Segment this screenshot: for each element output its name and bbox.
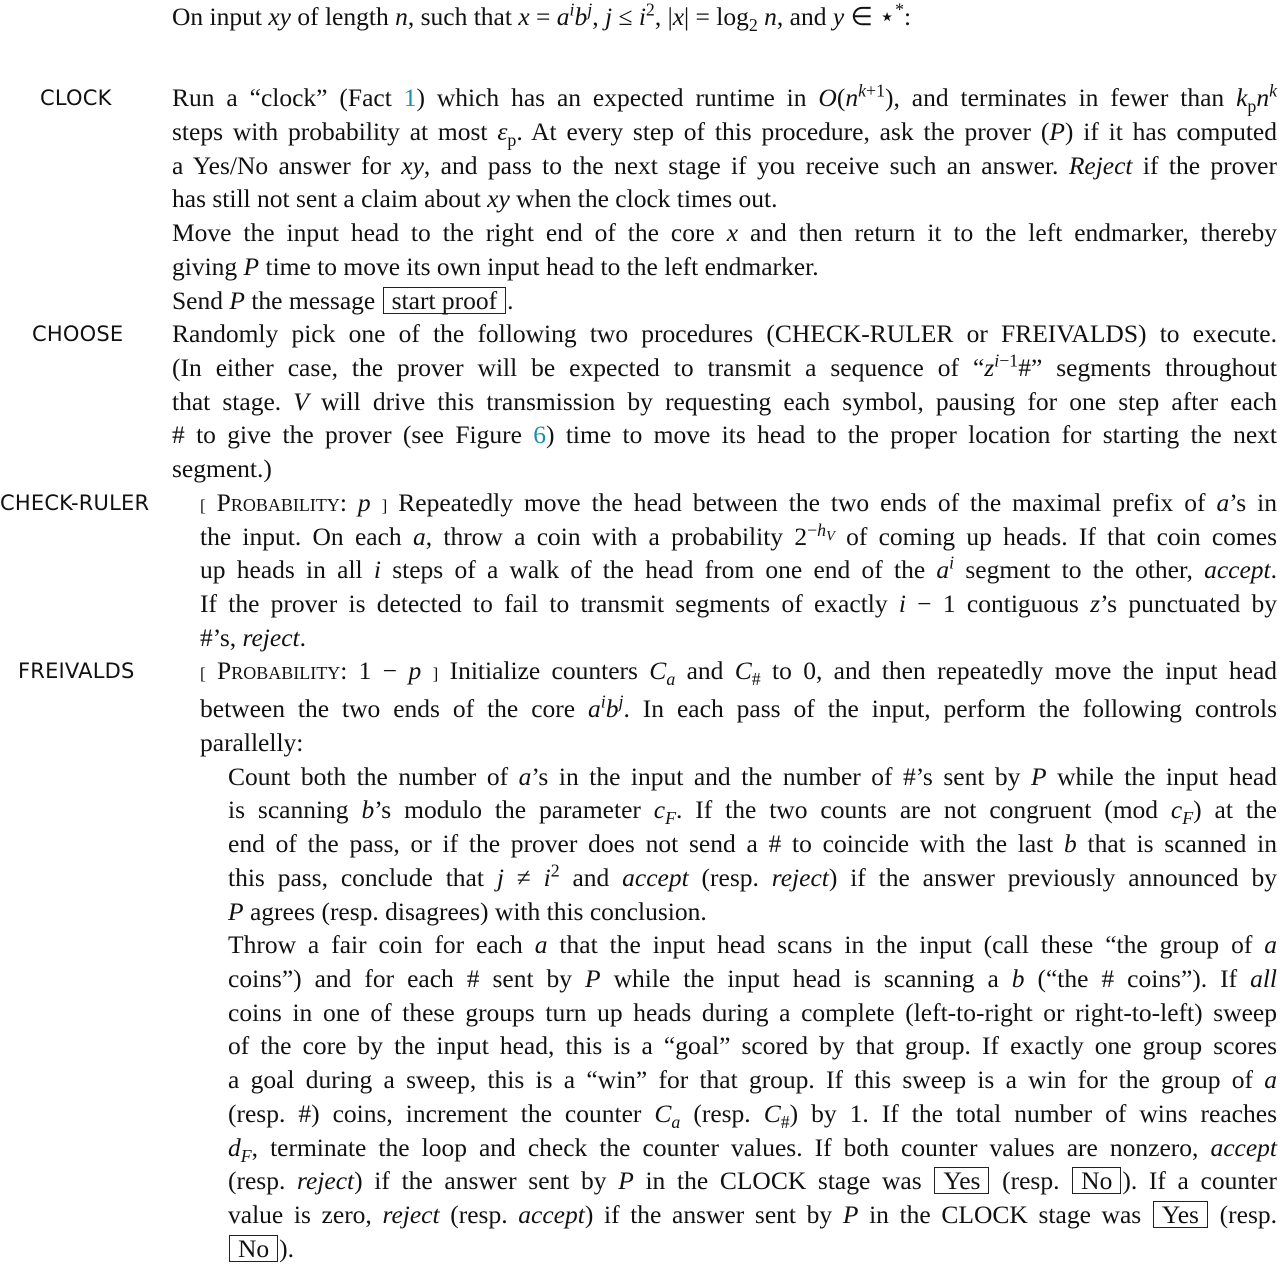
fact-link[interactable]: 1 xyxy=(403,83,417,112)
control2-line-7: $d_F$, terminate the loop and check the counter values. If both counter values are nonzero, accept xyxy=(228,1133,1277,1167)
answer-yes-token: Yes xyxy=(1153,1201,1208,1228)
control2-line-5: a goal during a sweep, this is a “win” for that group. If this sweep is a win for the group of a xyxy=(228,1065,1277,1094)
clock-line-7: Send P the message start proof . xyxy=(172,286,514,315)
control2-line-3: coins in one of these groups turn up heads during a complete (left-to-right or right-to-left) sweep xyxy=(228,998,1277,1027)
answer-no-token: No xyxy=(1072,1167,1121,1194)
figure-link[interactable]: 6 xyxy=(533,420,546,449)
control1-line-2: is scanning b’s modulo the parameter $c_F$. If the two counts are not congruent (mod $c_F$) at the xyxy=(228,795,1277,829)
check-ruler-line-4: If the prover is detected to fail to transmit segments of exactly i − 1 contiguous z’s punctuated by xyxy=(200,589,1277,618)
control1-line-5: P agrees (resp. disagrees) with this conclusion. xyxy=(228,897,707,926)
control2-line-8: (resp. reject) if the answer sent by P in the CLOCK stage was Yes (resp. No ). If a counter xyxy=(228,1166,1277,1195)
check-ruler-line-3: up heads in all i steps of a walk of the head from one end of the $a^i$ segment to the other, accept. xyxy=(200,552,1278,584)
probability-tag: Probability: xyxy=(216,488,347,517)
check-ruler-line-5: #’s, reject. xyxy=(200,623,306,652)
choose-line-4: # to give the prover (see Figure 6) time to move its head to the proper location for starting the next xyxy=(172,420,1277,449)
control1-line-1: Count both the number of a’s in the input and the number of #’s sent by P while the input head xyxy=(228,762,1278,791)
stage-label-check-ruler: CHECK-RULER xyxy=(0,491,150,515)
check-ruler-line-1: [ Probability: p ] Repeatedly move the head between the two ends of the maximal prefix of a’s in xyxy=(200,488,1278,517)
answer-no-token: No xyxy=(229,1235,278,1262)
control1-line-4: this pass, conclude that $j \ne i^2$ and accept (resp. reject) if the answer previously announced by xyxy=(228,860,1277,892)
choose-line-1: Randomly pick one of the following two procedures (CHECK-RULER or FREIVALDS) to execute. xyxy=(172,319,1277,348)
choose-line-3: that stage. V will drive this transmission by requesting each symbol, pausing for one step after each xyxy=(172,387,1277,416)
clock-line-6: giving P time to move its own input head to the left endmarker. xyxy=(172,252,819,281)
control2-line-4: of the core by the input head, this is a “goal” scored by that group. If exactly one group scores xyxy=(228,1031,1277,1060)
choose-line-5: segment.) xyxy=(172,454,272,483)
clock-line-5: Move the input head to the right end of the core x and then return it to the left endmarker, thereby xyxy=(172,218,1277,247)
stage-label-clock: CLOCK xyxy=(40,86,112,110)
control2-line-9: value is zero, reject (resp. accept) if the answer sent by P in the CLOCK stage was Yes (resp. xyxy=(228,1200,1277,1229)
control1-line-3: end of the pass, or if the prover does not send a # to coincide with the last b that is scanned in xyxy=(228,829,1277,858)
stage-label-freivalds: FREIVALDS xyxy=(18,659,135,683)
control2-line-10: No ). xyxy=(228,1232,294,1266)
clock-line-4: has still not sent a claim about xy when the clock times out. xyxy=(172,184,778,213)
freivalds-line-2: between the two ends of the core $a^ib^j$. In each pass of the input, perform the following controls xyxy=(200,691,1277,723)
message-start-proof: start proof xyxy=(383,287,507,314)
answer-yes-token: Yes xyxy=(934,1167,989,1194)
choose-line-2: (In either case, the prover will be expected to transmit a sequence of “$z^{i-1}\#$” segments throughout xyxy=(172,350,1277,382)
control2-line-2: coins”) and for each # sent by P while the input head is scanning a b (“the # coins”). If all xyxy=(228,964,1277,993)
control2-line-6: (resp. #) coins, increment the counter $C_a$ (resp. $C_{\#}$) by 1. If the total number of wins reaches xyxy=(228,1099,1277,1133)
control2-line-1: Throw a fair coin for each a that the input head scans in the input (call these “the group of a xyxy=(228,930,1278,959)
intro-sentence: On input xy of length n, such that $x = a^ib^j$, $j \le i^2$, $|x| = \log_2 n$, and y ∈ ⋆*: xyxy=(172,0,912,36)
clock-line-2: steps with probability at most $\varepsilon_p$. At every step of this procedure, ask the prover (P) if it has computed xyxy=(172,117,1277,151)
stage-label-choose: CHOOSE xyxy=(32,322,124,346)
clock-line-1: Run a “clock” (Fact 1) which has an expected runtime in $O(n^{k+1})$, and terminates in fewer than $k_pn^k$ xyxy=(172,80,1278,117)
freivalds-line-3: parallelly: xyxy=(200,728,304,757)
freivalds-line-1: [ Probability: 1 − p ] Initialize counters $C_a$ and $C_{\#}$ to 0, and then repeatedly move the input head xyxy=(200,656,1278,690)
check-ruler-line-2: the input. On each a, throw a coin with a probability $2^{-h_V}$ of coming up heads. If that coin comes xyxy=(200,519,1277,551)
clock-line-3: a Yes/No answer for xy, and pass to the next stage if you receive such an answer. Reject if the prover xyxy=(172,151,1277,180)
